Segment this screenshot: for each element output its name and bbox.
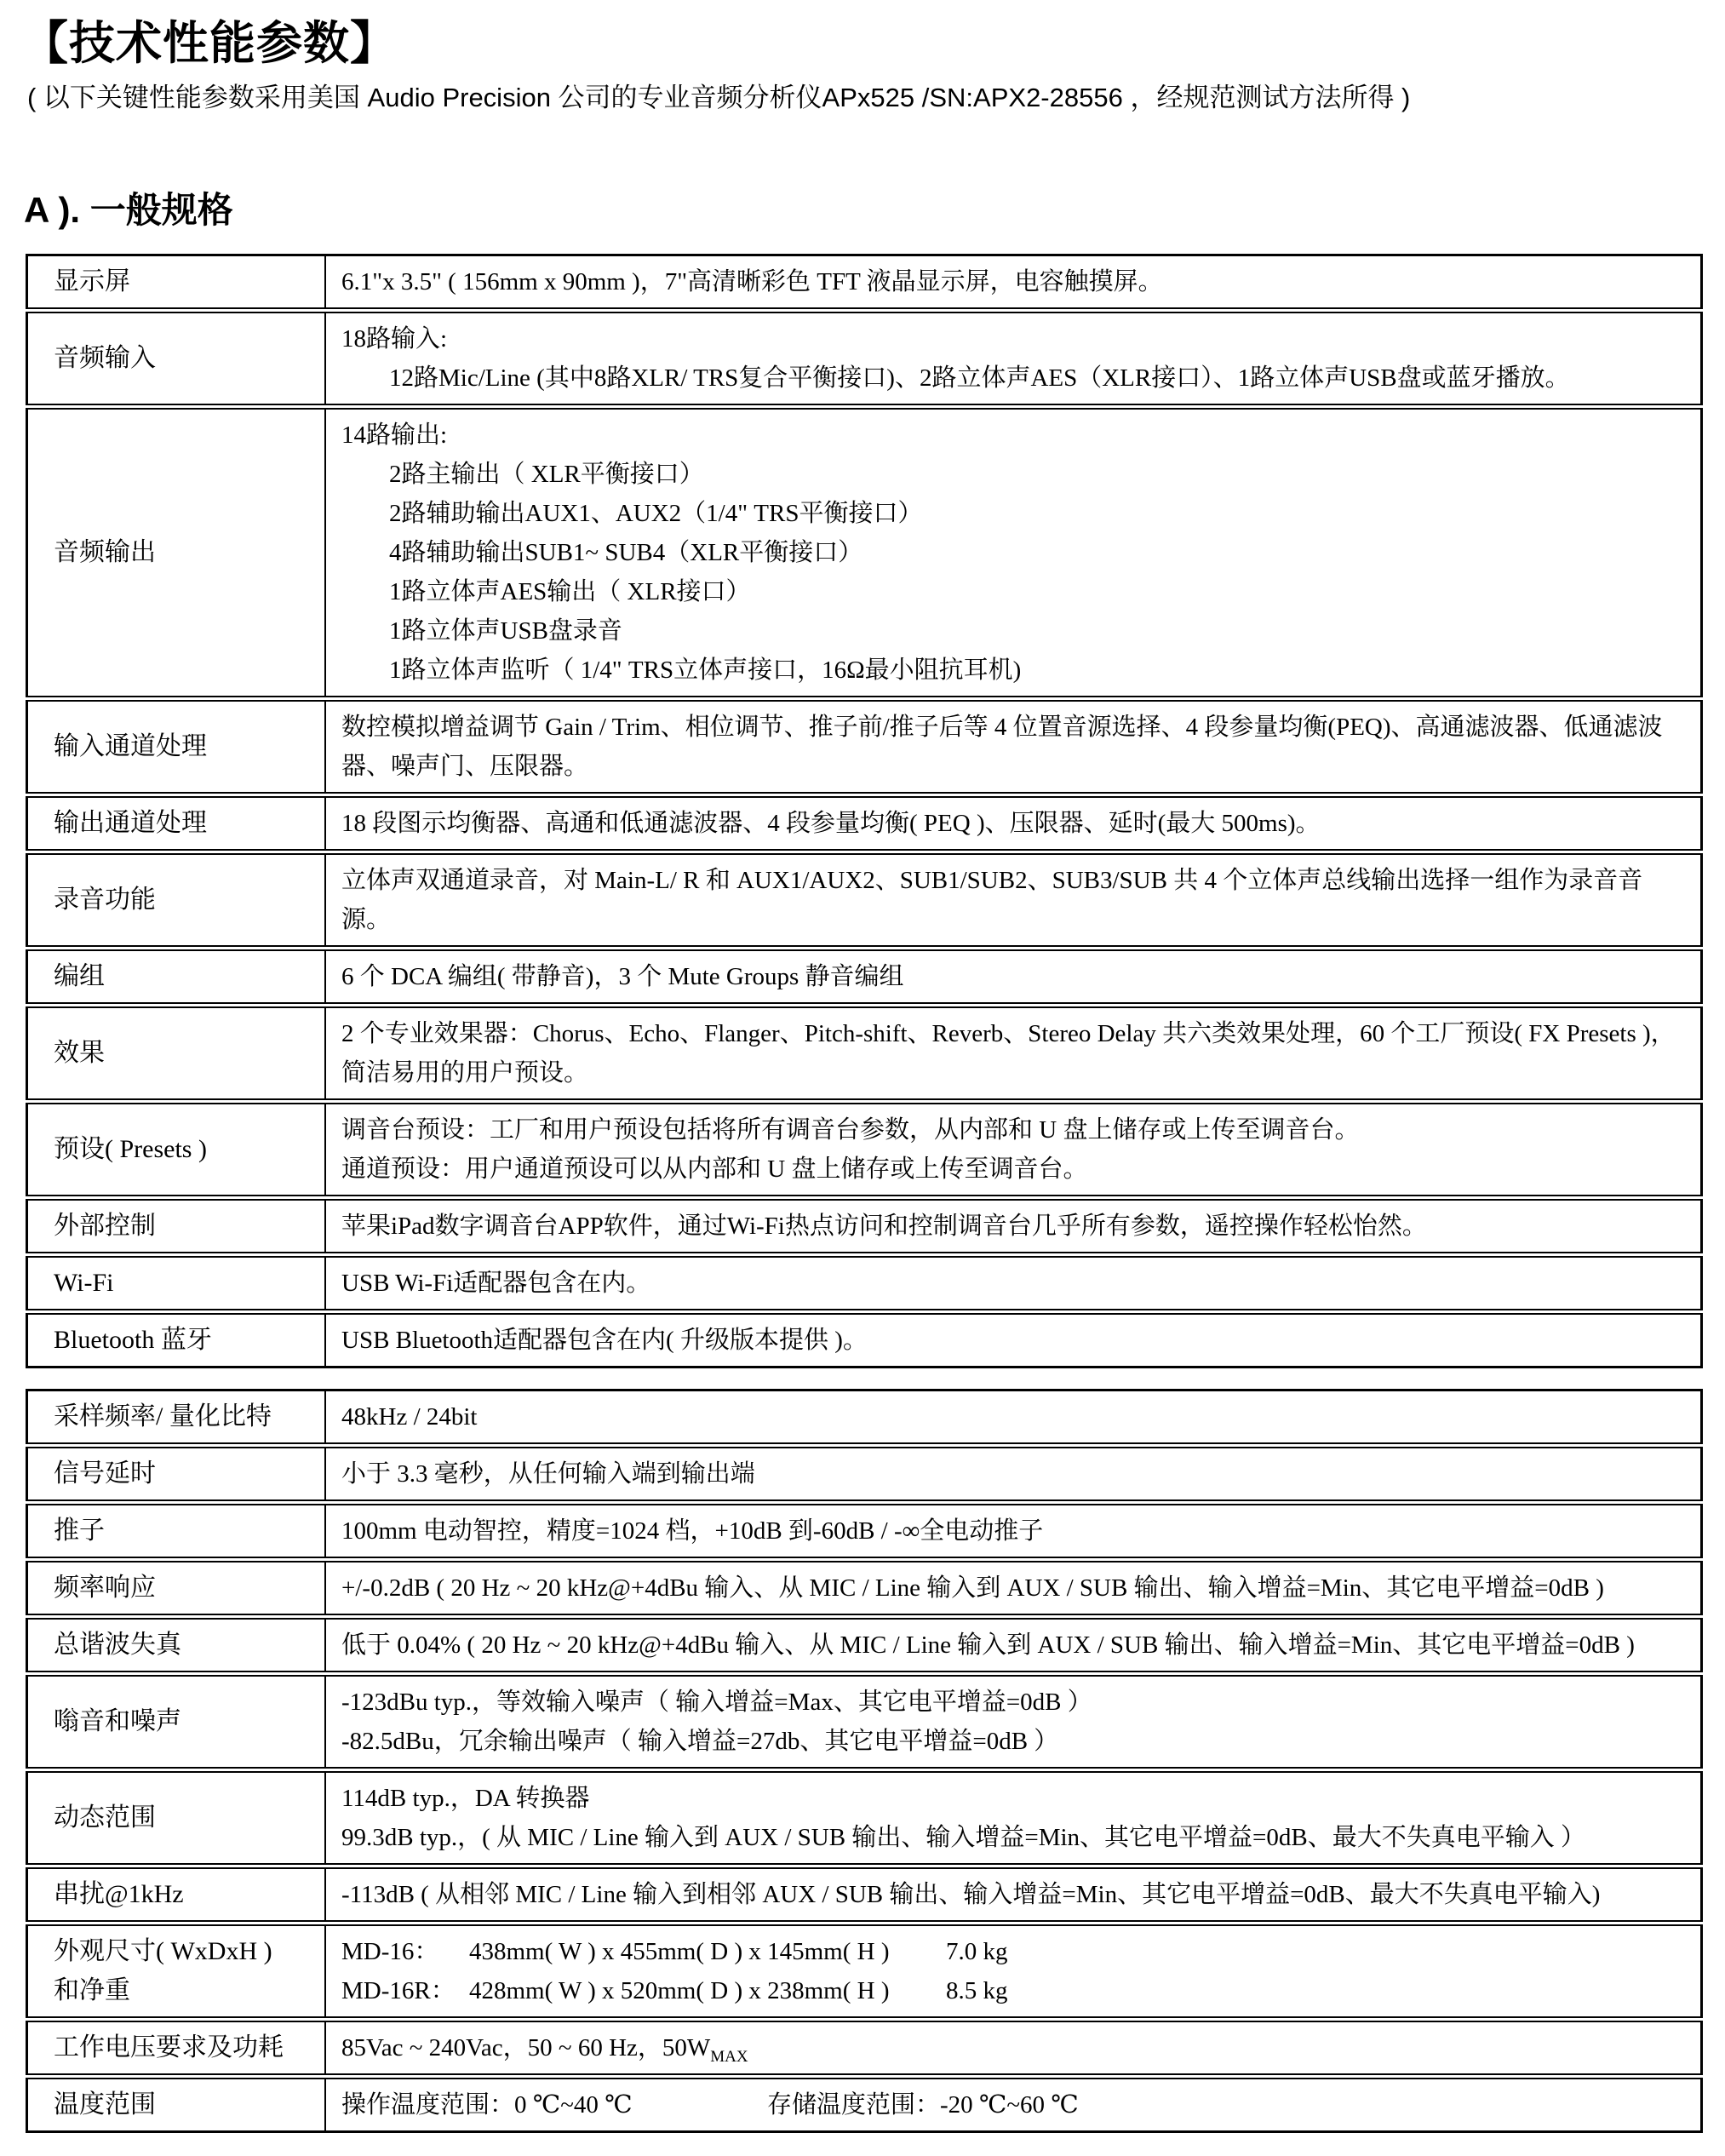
spec-label: 预设( Presets ): [27, 1102, 326, 1198]
spec-line: 6.1"x 3.5" ( 156mm x 90mm )，7"高清晰彩色 TFT 液晶显示屏，电容触摸屏。: [341, 268, 1163, 295]
spec-label: 输出通道处理: [27, 795, 326, 852]
spec-label: 音频输出: [27, 407, 326, 699]
spec-row-input-channel-processing: [27, 699, 1702, 795]
spec-label: 工作电压要求及功耗: [27, 2020, 326, 2077]
spec-row-dynamic-range: [27, 1770, 1702, 1866]
spec-label-line: 外观尺寸( WxDxH ): [54, 1937, 272, 1965]
spec-line: 6 个 DCA 编组( 带静音)，3 个 Mute Groups 静音编组: [341, 963, 904, 990]
dimension-line: [341, 1932, 1688, 1971]
spec-line: 1路立体声监听（ 1/4" TRS立体声接口，16Ω最小阻抗耳机): [389, 657, 1022, 684]
page-title: 【技术性能参数】: [22, 18, 397, 69]
spec-value: [325, 1446, 1702, 1503]
spec-value: [325, 1198, 1702, 1255]
performance-specs-table: [26, 1389, 1703, 2133]
spec-row-audio-output: [27, 407, 1702, 699]
spec-line: 2路辅助输出AUX1、AUX2（1/4" TRS平衡接口）: [389, 500, 923, 527]
spec-value: [325, 1102, 1702, 1198]
operating-temp-range: 操作温度范围：0 ℃~40 ℃: [341, 2091, 633, 2119]
spec-value: [325, 2020, 1702, 2077]
spec-label: 串扰@1kHz: [27, 1866, 326, 1924]
spec-line: -82.5dBu，冗余输出噪声（ 输入增益=27db、其它电平增益=0dB ）: [341, 1728, 1059, 1755]
spec-row-hum-noise: [27, 1674, 1702, 1770]
spec-row-dimensions-weight: [27, 1924, 1702, 2020]
spec-line: 通道预设：用户通道预设可以从内部和 U 盘上储存或上传至调音台。: [341, 1155, 1088, 1183]
spec-label: 频率响应: [27, 1560, 326, 1617]
spec-line: 小于 3.3 毫秒，从任何输入端到输出端: [341, 1460, 755, 1488]
spec-line: 114dB typ.，DA 转换器: [341, 1785, 590, 1812]
spec-label: 总谐波失真: [27, 1617, 326, 1674]
dimension-line: [341, 1971, 1688, 2010]
spec-label: 嗡音和噪声: [27, 1674, 326, 1770]
page-subtitle: ( 以下关键性能参数采用美国 Audio Precision 公司的专业音频分析仪APx525 /SN:APX2-28556 ，经规范测试方法所得 ): [27, 83, 1411, 112]
spec-line: +/-0.2dB ( 20 Hz ~ 20 kHz@+4dBu 输入、从 MIC / Line 输入到 AUX / SUB 输出、输入增益=Min、其它电平增益=0dB ): [341, 1574, 1604, 1602]
spec-value: [325, 1674, 1702, 1770]
spec-value: [325, 795, 1702, 852]
spec-line: 12路Mic/Line (其中8路XLR/ TRS复合平衡接口)、2路立体声AES（XLR接口）、1路立体声USB盘或蓝牙播放。: [389, 364, 1570, 392]
spec-line: 苹果iPad数字调音台APP软件，通过Wi-Fi热点访问和控制调音台几乎所有参数，遥控操作轻松怡然。: [341, 1213, 1427, 1240]
spec-label: [27, 1924, 326, 2020]
spec-row-power: [27, 2020, 1702, 2077]
spec-label: 录音功能: [27, 852, 326, 949]
spec-value: [325, 1617, 1702, 1674]
spec-line: [341, 2028, 1688, 2067]
model-weight: 7.0 kg: [946, 1938, 1008, 1965]
spec-line: USB Bluetooth适配器包含在内( 升级版本提供 )。: [341, 1327, 868, 1354]
section-heading: A ). 一般规格: [24, 190, 233, 230]
spec-row-audio-input: [27, 311, 1702, 407]
spec-line: -123dBu typ.，等效输入噪声（ 输入增益=Max、其它电平增益=0dB ）: [341, 1689, 1092, 1716]
spec-row-presets: [27, 1102, 1702, 1198]
spec-row-external-control: [27, 1198, 1702, 1255]
spec-line: 4路辅助输出SUB1~ SUB4（XLR平衡接口）: [389, 539, 863, 566]
spec-value: [325, 407, 1702, 699]
spec-label: 外部控制: [27, 1198, 326, 1255]
spec-line: USB Wi-Fi适配器包含在内。: [341, 1270, 651, 1297]
spec-line: 1路立体声USB盘录音: [389, 617, 622, 645]
spec-label: 温度范围: [27, 2077, 326, 2132]
spec-label: 采样频率/ 量化比特: [27, 1391, 326, 1446]
power-subscript: MAX: [710, 2047, 748, 2066]
spec-row-sample-rate: [27, 1391, 1702, 1446]
spec-value: [325, 1391, 1702, 1446]
spec-label: Bluetooth 蓝牙: [27, 1312, 326, 1368]
spec-row-crosstalk: [27, 1866, 1702, 1924]
spec-value: [325, 1255, 1702, 1312]
spec-label: 输入通道处理: [27, 699, 326, 795]
spec-line: 2路主输出（ XLR平衡接口）: [389, 461, 704, 488]
spec-value: [325, 311, 1702, 407]
spec-line: 18 段图示均衡器、高通和低通滤波器、4 段参量均衡( PEQ )、压限器、延时(最大 500ms)。: [341, 810, 1321, 837]
spec-value: [325, 949, 1702, 1006]
spec-row-bluetooth: [27, 1312, 1702, 1368]
spec-line: [341, 2085, 1688, 2124]
spec-label: 显示屏: [27, 255, 326, 311]
spec-line: 1路立体声AES输出（ XLR接口）: [389, 578, 751, 605]
spec-value: [325, 1770, 1702, 1866]
spec-value: [325, 1560, 1702, 1617]
spec-label: 信号延时: [27, 1446, 326, 1503]
spec-value: [325, 2077, 1702, 2132]
spec-line: 调音台预设：工厂和用户预设包括将所有调音台参数，从内部和 U 盘上储存或上传至调音台。: [341, 1116, 1360, 1144]
spec-row-groups: [27, 949, 1702, 1006]
spec-line: 100mm 电动智控，精度=1024 档，+10dB 到-60dB / -∞全电动推子: [341, 1517, 1044, 1545]
power-value: 85Vac ~ 240Vac，50 ~ 60 Hz，50W: [341, 2034, 711, 2061]
spec-value: [325, 1924, 1702, 2020]
general-specs-table: [26, 254, 1703, 1368]
spec-line: 14路输出:: [341, 421, 448, 449]
spec-line: -113dB ( 从相邻 MIC / Line 输入到相邻 AUX / SUB 输出、输入增益=Min、其它电平增益=0dB、最大不失真电平输入): [341, 1881, 1601, 1908]
spec-label-line: 和净重: [54, 1976, 130, 2004]
spec-label: 编组: [27, 949, 326, 1006]
spec-label: 效果: [27, 1006, 326, 1102]
spec-line: 立体声双通道录音，对 Main-L/ R 和 AUX1/AUX2、SUB1/SUB2、SUB3/SUB 共 4 个立体声总线输出选择一组作为录音音源。: [341, 867, 1643, 933]
model-size: 438mm( W ) x 455mm( D ) x 145mm( H ): [469, 1938, 890, 1965]
spec-value: [325, 1503, 1702, 1560]
spec-row-output-channel-processing: [27, 795, 1702, 852]
spec-value: [325, 255, 1702, 311]
model-name: MD-16R：: [341, 1977, 456, 2004]
spec-row-wifi: [27, 1255, 1702, 1312]
spec-value: [325, 1006, 1702, 1102]
storage-temp-range: 存储温度范围：-20 ℃~60 ℃: [767, 2091, 1079, 2119]
spec-line: 48kHz / 24bit: [341, 1403, 478, 1431]
spec-line: 数控模拟增益调节 Gain / Trim、相位调节、推子前/推子后等 4 位置音源选择、4 段参量均衡(PEQ)、高通滤波器、低通滤波器、噪声门、压限器。: [341, 714, 1663, 780]
spec-label: Wi-Fi: [27, 1255, 326, 1312]
spec-value: [325, 852, 1702, 949]
spec-value: [325, 1866, 1702, 1924]
spec-line: 低于 0.04% ( 20 Hz ~ 20 kHz@+4dBu 输入、从 MIC / Line 输入到 AUX / SUB 输出、输入增益=Min、其它电平增益=0dB ): [341, 1631, 1635, 1659]
model-weight: 8.5 kg: [946, 1977, 1008, 2004]
spec-row-latency: [27, 1446, 1702, 1503]
spec-row-recording: [27, 852, 1702, 949]
spec-label: 推子: [27, 1503, 326, 1560]
spec-label: 动态范围: [27, 1770, 326, 1866]
spec-value: [325, 699, 1702, 795]
spec-label: 音频输入: [27, 311, 326, 407]
spec-row-faders: [27, 1503, 1702, 1560]
spec-row-frequency-response: [27, 1560, 1702, 1617]
spec-value: [325, 1312, 1702, 1368]
spec-line: 99.3dB typ.，( 从 MIC / Line 输入到 AUX / SUB 输出、输入增益=Min、其它电平增益=0dB、最大不失真电平输入 ）: [341, 1824, 1585, 1851]
spec-row-temperature: [27, 2077, 1702, 2132]
model-name: MD-16：: [341, 1938, 439, 1965]
spec-line: 2 个专业效果器：Chorus、Echo、Flanger、Pitch-shift、Reverb、Stereo Delay 共六类效果处理，60 个工厂预设( FX Presets )，简洁易用的用户预设。: [341, 1020, 1676, 1087]
spec-row-effects: [27, 1006, 1702, 1102]
spec-row-thd: [27, 1617, 1702, 1674]
spec-row-display-screen: [27, 255, 1702, 311]
model-size: 428mm( W ) x 520mm( D ) x 238mm( H ): [469, 1977, 890, 2004]
spec-line: 18路输入:: [341, 325, 448, 353]
